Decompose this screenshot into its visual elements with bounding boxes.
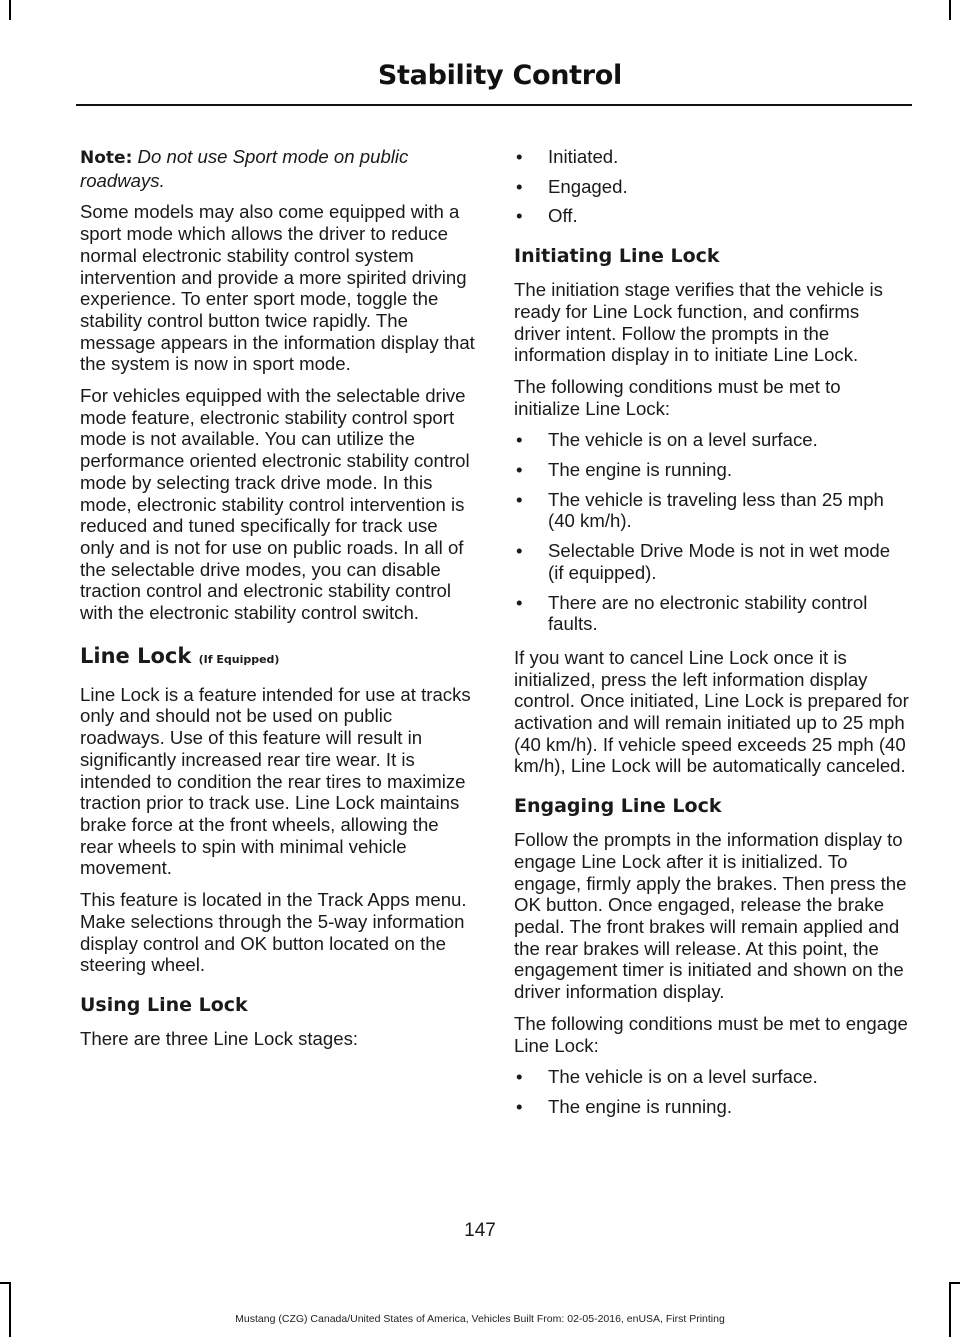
subheading-using-line-lock: Using Line Lock (80, 993, 248, 1016)
crop-mark-bottom-left-horizontal (0, 1282, 10, 1284)
stages-list (514, 146, 910, 227)
list-item: • Engaged. (514, 176, 910, 198)
note (80, 146, 476, 191)
subheading-engaging-line-lock: Engaging Line Lock (514, 795, 722, 818)
section-heading-line-lock (80, 644, 476, 672)
list-item: • Initiated. (514, 146, 910, 168)
paragraph-sport-mode: Some models may also come equipped with a sport mode which allows the driver to reduce normal electronic stability control system intervention and provide a more spirited driving experience. To enter sport mode, toggle the stability control button twice rapidly. The message appears in the information display that the system is now in sport mode. (80, 201, 475, 375)
crop-mark-top-left-vertical (9, 0, 11, 20)
paragraph-initiation: The initiation stage verifies that the vehicle is ready for Line Lock function, and confirms driver intent. Follow the prompts in the information display in to initiate Line Lock. (514, 279, 883, 366)
paragraph-init-conditions: The following conditions must be met to initialize Line Lock: (514, 375, 841, 419)
list-item: • The vehicle is traveling less than 25 mph (40 km/h). (514, 489, 910, 532)
list-item: • Selectable Drive Mode is not in wet mode (if equipped). (514, 540, 910, 583)
line-lock-heading-text: Line Lock (80, 643, 192, 668)
header-rule (76, 104, 912, 106)
note-text: Do not use Sport mode on public roadways. (80, 146, 409, 191)
list-item: • The vehicle is on a level surface. (514, 429, 910, 451)
crop-mark-bottom-left-vertical (9, 1282, 11, 1337)
paragraph-engaging: Follow the prompts in the information display to engage Line Lock after it is initialized. To engage, firmly apply the brakes. Then press the OK button. Once engaged, release the brake pedal. The front brakes will remain applied and the rear brakes will release. At this point, the engagement timer is initiated and shown on the driver information display. (514, 829, 907, 1003)
init-conditions-list (514, 429, 910, 635)
left-column (80, 146, 476, 1060)
page-number: 147 (464, 1220, 496, 1241)
list-item: • Off. (514, 205, 910, 227)
crop-mark-top-right-vertical (949, 0, 951, 20)
footer-text: Mustang (CZG) Canada/United States of America, Vehicles Built From: 02-05-2016, enUSA, First Printing (235, 1313, 725, 1325)
list-item: • The engine is running. (514, 1096, 910, 1118)
paragraph-engage-conditions: The following conditions must be met to engage Line Lock: (514, 1012, 908, 1056)
list-item: • The vehicle is on a level surface. (514, 1066, 910, 1088)
right-column (514, 146, 910, 1130)
engage-conditions-list (514, 1066, 910, 1117)
paragraph-line-lock: Line Lock is a feature intended for use at tracks only and should not be used on public roadways. Use of this feature will result in significantly increased rear tire wear. It is intended to condition the rear tires to maximize traction prior to track use. Line Lock maintains brake force at the front wheels, allowing the rear wheels to spin with minimal vehicle movement. (80, 683, 471, 879)
paragraph-selectable-drive-mode: For vehicles equipped with the selectable drive mode feature, electronic stability control sport mode is not available. You can utilize the performance oriented electronic stability control mode by selecting track drive mode. In this mode, electronic stability control intervention is reduced and tuned specifically for track use only and is not for use on public roads. In all of the selectable drive modes, you can disable traction control and electronic stability control with the electronic stability control switch. (80, 385, 470, 624)
list-item: • There are no electronic stability control faults. (514, 592, 910, 635)
crop-mark-bottom-right-horizontal (950, 1282, 960, 1284)
page-title: Stability Control (377, 60, 622, 91)
crop-mark-bottom-right-vertical (949, 1282, 951, 1337)
list-item: • The engine is running. (514, 459, 910, 481)
if-equipped-label: (If Equipped) (198, 652, 280, 666)
note-label: Note: (80, 148, 133, 168)
subheading-initiating-line-lock: Initiating Line Lock (514, 245, 720, 268)
paragraph-cancel: If you want to cancel Line Lock once it is initialized, press the left information display control. Once initiated, Line Lock is prepared for activation and will remain initiated up to 25 mph (40 km/h). If vehicle speed exceeds 25 mph (40 km/h), Line Lock will be automatically canceled. (514, 646, 909, 777)
paragraph-stages: There are three Line Lock stages: (80, 1027, 359, 1049)
paragraph-location: This feature is located in the Track Apps menu. Make selections through the 5-way information display control and OK button located on the steering wheel. (80, 889, 467, 976)
